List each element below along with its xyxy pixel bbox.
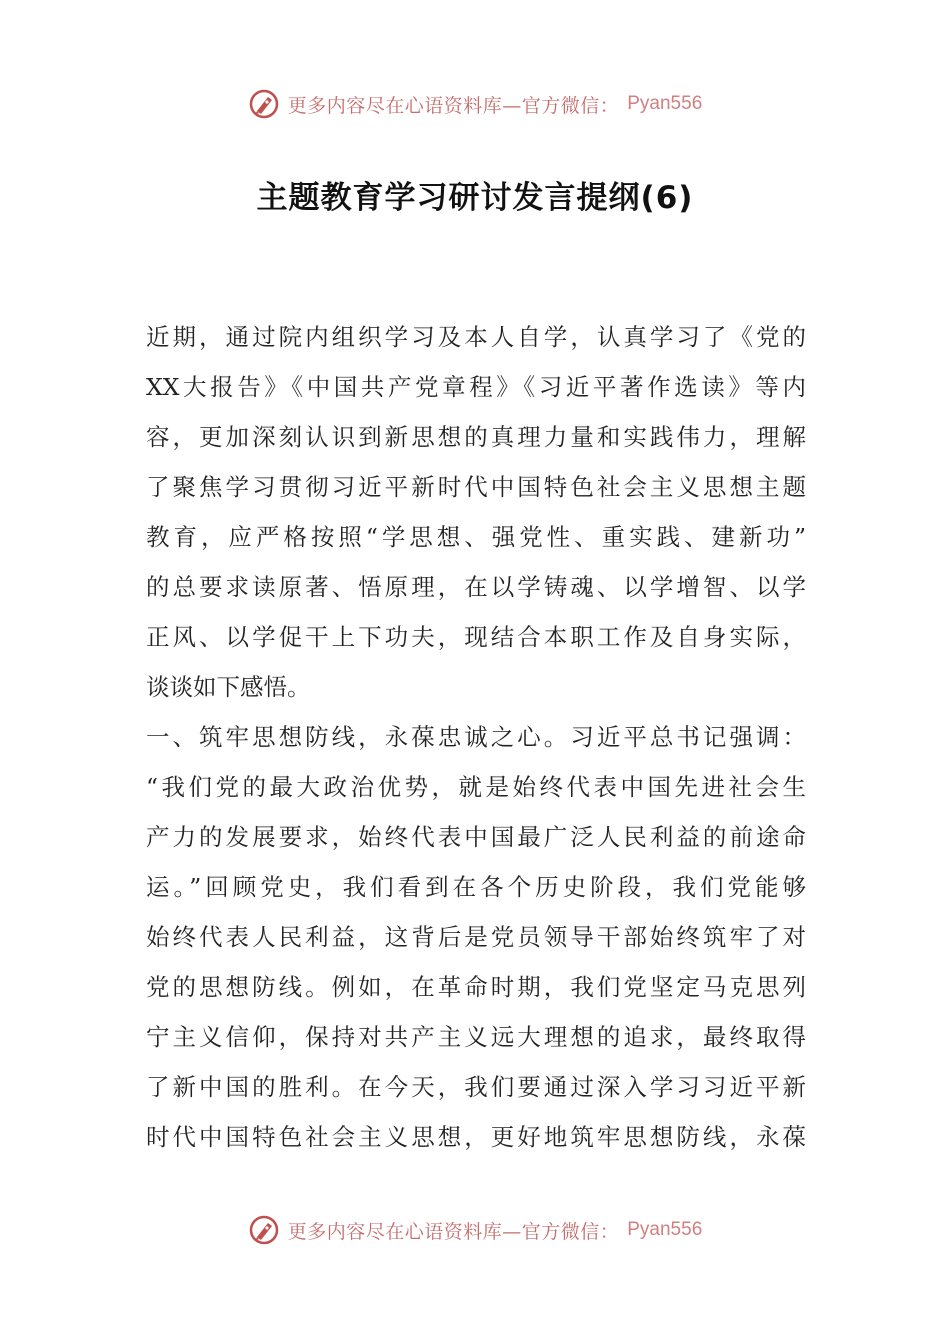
text-line: 一、筑牢思想防线，永葆忠诚之心。习近平总书记强调： xyxy=(146,723,806,751)
text-line: 党的思想防线。例如，在革命时期，我们党坚定马克思列 xyxy=(146,973,806,1001)
text-line: 谈谈如下感悟。 xyxy=(146,673,311,701)
text-line: 了新中国的胜利。在今天，我们要通过深入学习习近平新 xyxy=(146,1073,806,1101)
text-line: 容，更加深刻认识到新思想的真理力量和实践伟力，理解 xyxy=(146,423,806,451)
document-title: 主题教育学习研讨发言提纲(6) xyxy=(256,180,694,216)
text-line: 运。”回顾党史，我们看到在各个历史阶段，我们党能够 xyxy=(146,873,806,901)
watermark-text: 更多内容尽在心语资料库—官方微信： xyxy=(287,94,620,117)
text-line: 教育，应严格按照“学思想、强党性、重实践、建新功” xyxy=(146,523,806,551)
pen-nib-logo-icon xyxy=(248,88,280,120)
pen-nib-logo-icon xyxy=(248,1214,280,1246)
text-line: 始终代表人民利益，这背后是党员领导干部始终筑牢了对 xyxy=(146,923,806,951)
text-line: 正风、以学促干上下功夫，现结合本职工作及自身实际， xyxy=(146,623,806,651)
document-body xyxy=(146,312,806,1162)
text-line: 产力的发展要求，始终代表中国最广泛人民利益的前途命 xyxy=(146,823,806,851)
text-line: 的总要求读原著、悟原理，在以学铸魂、以学增智、以学 xyxy=(146,573,806,601)
header-watermark xyxy=(0,84,950,124)
footer-watermark xyxy=(0,1210,950,1250)
text-line: 了聚焦学习贯彻习近平新时代中国特色社会主义思想主题 xyxy=(146,473,806,501)
text-line: 宁主义信仰，保持对共产主义远大理想的追求，最终取得 xyxy=(146,1023,806,1051)
text-line: 近期，通过院内组织学习及本人自学，认真学习了《党的 xyxy=(146,323,806,351)
paragraph-intro xyxy=(146,312,806,712)
text-line: “我们党的最大政治优势，就是始终代表中国先进社会生 xyxy=(146,773,806,801)
watermark-handle: Pyan556 xyxy=(627,1219,703,1240)
text-line: 时代中国特色社会主义思想，更好地筑牢思想防线，永葆 xyxy=(146,1123,806,1151)
watermark-text: 更多内容尽在心语资料库—官方微信： xyxy=(287,1220,620,1243)
watermark-handle: Pyan556 xyxy=(627,93,703,114)
paragraph-section-one xyxy=(146,712,806,1162)
text-line: XX大报告》《中国共产党章程》《习近平著作选读》等内 xyxy=(146,373,806,401)
